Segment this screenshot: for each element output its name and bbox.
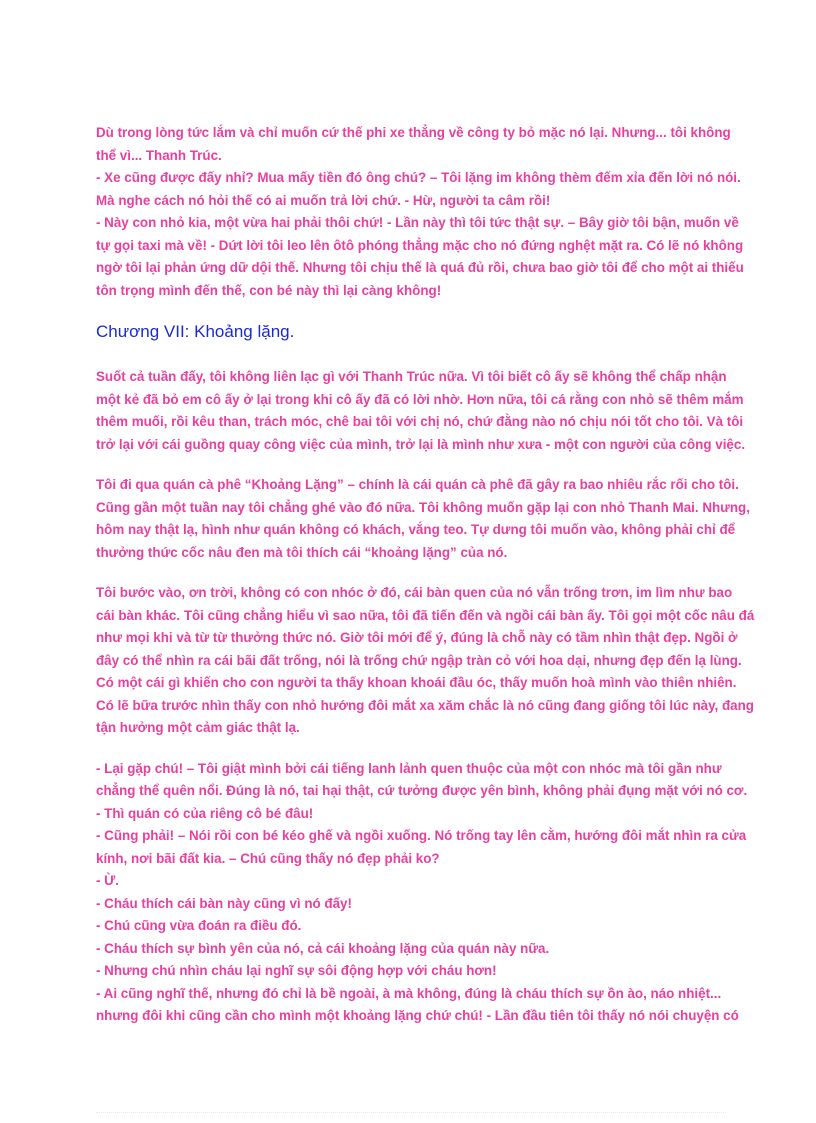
text-line: - Cháu thích cái bàn này cũng vì nó đấy! bbox=[96, 895, 352, 911]
text-line: một kẻ đã bỏ em cô ấy ở lại trong khi cô ấy đã có lời nhờ. Hơn nữa, tôi cá rằng con nhỏ sẽ thêm mắm bbox=[96, 391, 744, 407]
text-line: - Xe cũng được đấy nhỉ? Mua mấy tiền đó ông chú? – Tôi lặng im không thèm đếm xỉa đến lời nó nói. bbox=[96, 170, 741, 185]
page-footer-rule bbox=[96, 1112, 726, 1113]
text-line: Tôi đi qua quán cà phê “Khoảng Lặng” – chính là cái quán cà phê đã gây ra bao nhiêu rắc rối cho tôi. bbox=[96, 477, 739, 492]
page-content bbox=[96, 122, 755, 1028]
text-line: - Ừ. bbox=[96, 873, 120, 888]
text-line: cái bàn khác. Tôi cũng chẳng hiểu vì sao nữa, tôi đã tiến đến và ngồi cái bàn ấy. Tôi gọi một cốc nâu đá bbox=[96, 607, 755, 623]
text-line: Tôi bước vào, ơn trời, không có con nhóc ở đó, cái bàn quen của nó vẫn trống trơn, im lìm như bao bbox=[96, 585, 733, 600]
text-line: - Chú cũng vừa đoán ra điều đó. bbox=[96, 918, 302, 933]
text-line: như mọi khi và từ từ thưởng thức nó. Giờ tôi mới để ý, đúng là chỗ này có tầm nhìn thật đẹp. Ngồi ở bbox=[96, 630, 738, 645]
text-line: Dù trong lòng tức lắm và chỉ muốn cứ thế phi xe thẳng về công ty bỏ mặc nó lại. Nhưng... tôi không bbox=[96, 125, 731, 140]
text-line: - Nhưng chú nhìn cháu lại nghĩ sự sôi động hợp với cháu hơn! bbox=[96, 963, 497, 978]
paragraph-gap bbox=[96, 564, 726, 582]
paragraph-dialogue bbox=[96, 758, 748, 1028]
text-line: Có một cái gì khiến cho con người ta thấy khoan khoái đầu óc, thấy muốn hoà mình vào thiên nhiên. bbox=[96, 675, 737, 690]
chapter-heading: Chương VII: Khoảng lặng. bbox=[96, 322, 295, 341]
text-line: kính, nơi bãi đất kia. – Chú cũng thấy nó đẹp phải ko? bbox=[96, 850, 440, 866]
paragraph-gap bbox=[96, 456, 726, 474]
text-line: thêm muối, rồi kêu than, trách móc, chê bai tôi với chị nó, chứ đằng nào nó chịu nói tốt cho tôi. Và tôi bbox=[96, 414, 744, 429]
paragraph-opening bbox=[96, 122, 744, 302]
text-line: Có lẽ bữa trước nhìn thấy con nhỏ hướng đôi mắt xa xăm chắc là nó cũng đang giống tôi lúc này, đang bbox=[96, 697, 754, 713]
text-line: - Cũng phải! – Nói rồi con bé kéo ghế và ngồi xuống. Nó trống tay lên cằm, hướng đôi mắt nhìn ra cửa bbox=[96, 828, 747, 843]
text-line: ngờ tôi lại phản ứng dữ dội thế. Nhưng tôi chịu thế là quá đủ rồi, chưa bao giờ tôi để cho một ai thiếu bbox=[96, 260, 744, 275]
text-line: thể vì... Thanh Trúc. bbox=[96, 147, 222, 163]
text-line: trở lại với cái guồng quay công việc của mình, trở lại là mình như xưa - một con người của công việc. bbox=[96, 436, 746, 452]
text-line: đây có thể nhìn ra cái bãi đất trống, nói là trống chứ ngập tràn cỏ với hoa dại, nhưng đẹp đến lạ lùng. bbox=[96, 652, 742, 668]
text-line: nhưng đôi khi cũng cần cho mình một khoảng lặng chứ chú! - Lần đầu tiên tôi thấy nó nói chuyện có bbox=[96, 1008, 739, 1023]
text-line: hôm nay thật lạ, hình như quán không có khách, vắng teo. Tự dưng tôi muốn vào, không phải chỉ để bbox=[96, 522, 736, 537]
text-line: tận hưởng một cảm giác thật lạ. bbox=[96, 720, 300, 735]
text-line: - Lại gặp chú! – Tôi giật mình bởi cái tiếng lanh lảnh quen thuộc của một con nhóc mà tôi gần như bbox=[96, 760, 722, 776]
paragraph-cafe bbox=[96, 474, 750, 564]
text-line: - Thì quán có của riêng cô bé đâu! bbox=[96, 805, 314, 821]
text-line: Cũng gần một tuần nay tôi chẳng ghé vào đó nữa. Tôi không muốn gặp lại con nhỏ Thanh Mai. Nhưng, bbox=[96, 499, 750, 515]
text-line: tự gọi taxi mà về! - Dứt lời tôi leo lên ôtô phóng thẳng mặc cho nó đứng nghệt mặt ra. Có lẽ nó không bbox=[96, 237, 744, 253]
text-line: Mà nghe cách nó hỏi thế có ai muốn trả lời chứ. - Hừ, người ta câm rồi! bbox=[96, 192, 551, 208]
text-line: - Này con nhỏ kia, một vừa hai phải thôi chứ! - Lần này thì tôi tức thật sự. – Bây giờ tôi bận, muốn về bbox=[96, 215, 739, 230]
paragraph-gap bbox=[96, 740, 726, 758]
text-line: Suốt cả tuần đấy, tôi không liên lạc gì với Thanh Trúc nữa. Vì tôi biết cô ấy sẽ không thể chấp nhận bbox=[96, 369, 727, 384]
text-line: - Ai cũng nghĩ thế, nhưng đó chỉ là bề ngoài, à mà không, đúng là cháu thích sự ồn ào, náo nhiệt... bbox=[96, 985, 722, 1001]
text-line: chẳng thể quên nổi. Đúng là nó, tai hại thật, cứ tưởng được yên bình, không phải đụng mặt với nó cơ. bbox=[96, 783, 748, 798]
paragraph-table bbox=[96, 582, 755, 740]
text-line: thưởng thức cốc nâu đen mà tôi thích cái “khoảng lặng” của nó. bbox=[96, 544, 508, 560]
text-line: - Cháu thích sự bình yên của nó, cả cái khoảng lặng của quán này nữa. bbox=[96, 940, 550, 956]
text-line: tôn trọng mình đến thế, con bé này thì lại càng không! bbox=[96, 282, 442, 298]
paragraph-week bbox=[96, 366, 746, 456]
